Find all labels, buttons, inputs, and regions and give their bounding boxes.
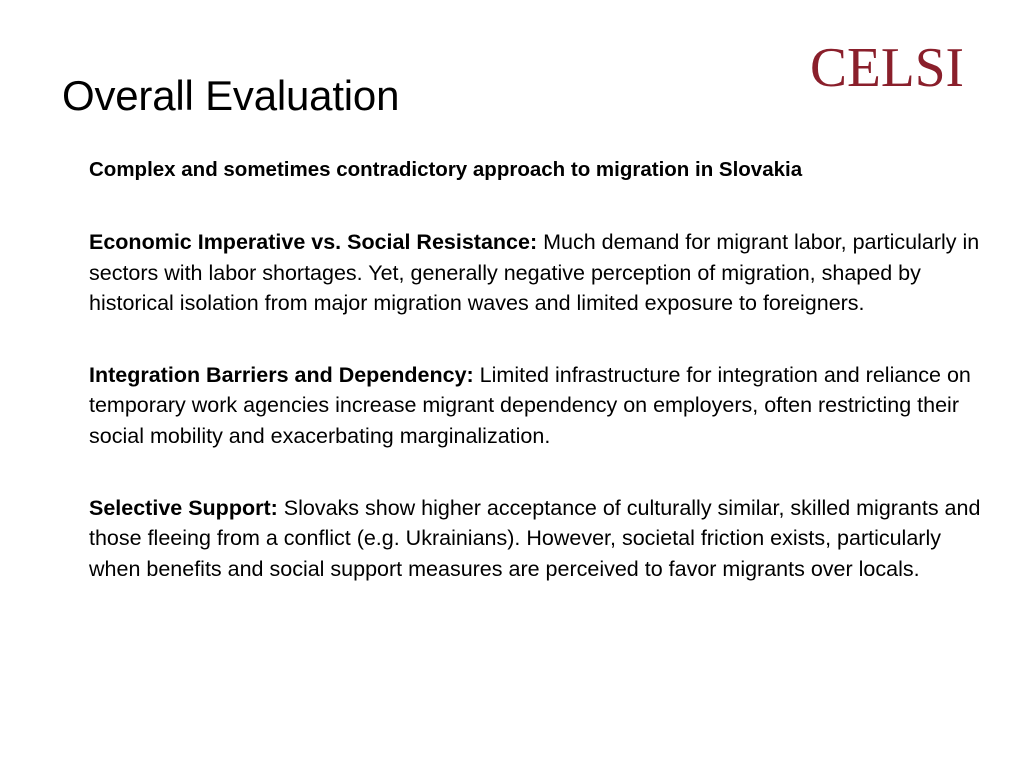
celsi-logo — [810, 40, 966, 90]
paragraph-text: Slovaks show higher acceptance of culturally similar, skilled migrants and those fleeing from a conflict (e.g. Ukrainians). However, societal friction exists, particularly when benefits and social support measures are perceived to favor migrants over locals. — [89, 496, 981, 581]
logo-text: CELSI — [810, 40, 964, 90]
paragraph-lead: Integration Barriers and Dependency: — [89, 363, 474, 388]
slide-subtitle: Complex and sometimes contradictory approach to migration in Slovakia — [89, 158, 803, 181]
paragraph-selective-support — [89, 493, 989, 584]
paragraph-lead: Selective Support: — [89, 496, 278, 521]
paragraph-text: Limited infrastructure for integration and reliance on temporary work agencies increase migrant dependency on employers, often restricting their social mobility and exacerbating marginalization. — [89, 363, 971, 448]
paragraph-lead: Economic Imperative vs. Social Resistance: — [89, 230, 538, 255]
paragraph-text: Much demand for migrant labor, particularly in sectors with labor shortages. Yet, generally negative perception of migration, shaped by historical isolation from major migration waves and limited exposure to foreigners. — [89, 230, 980, 315]
paragraph-economic — [89, 227, 989, 318]
slide-title: Overall Evaluation — [62, 72, 400, 119]
slide-body — [89, 155, 989, 584]
paragraph-integration — [89, 360, 989, 451]
